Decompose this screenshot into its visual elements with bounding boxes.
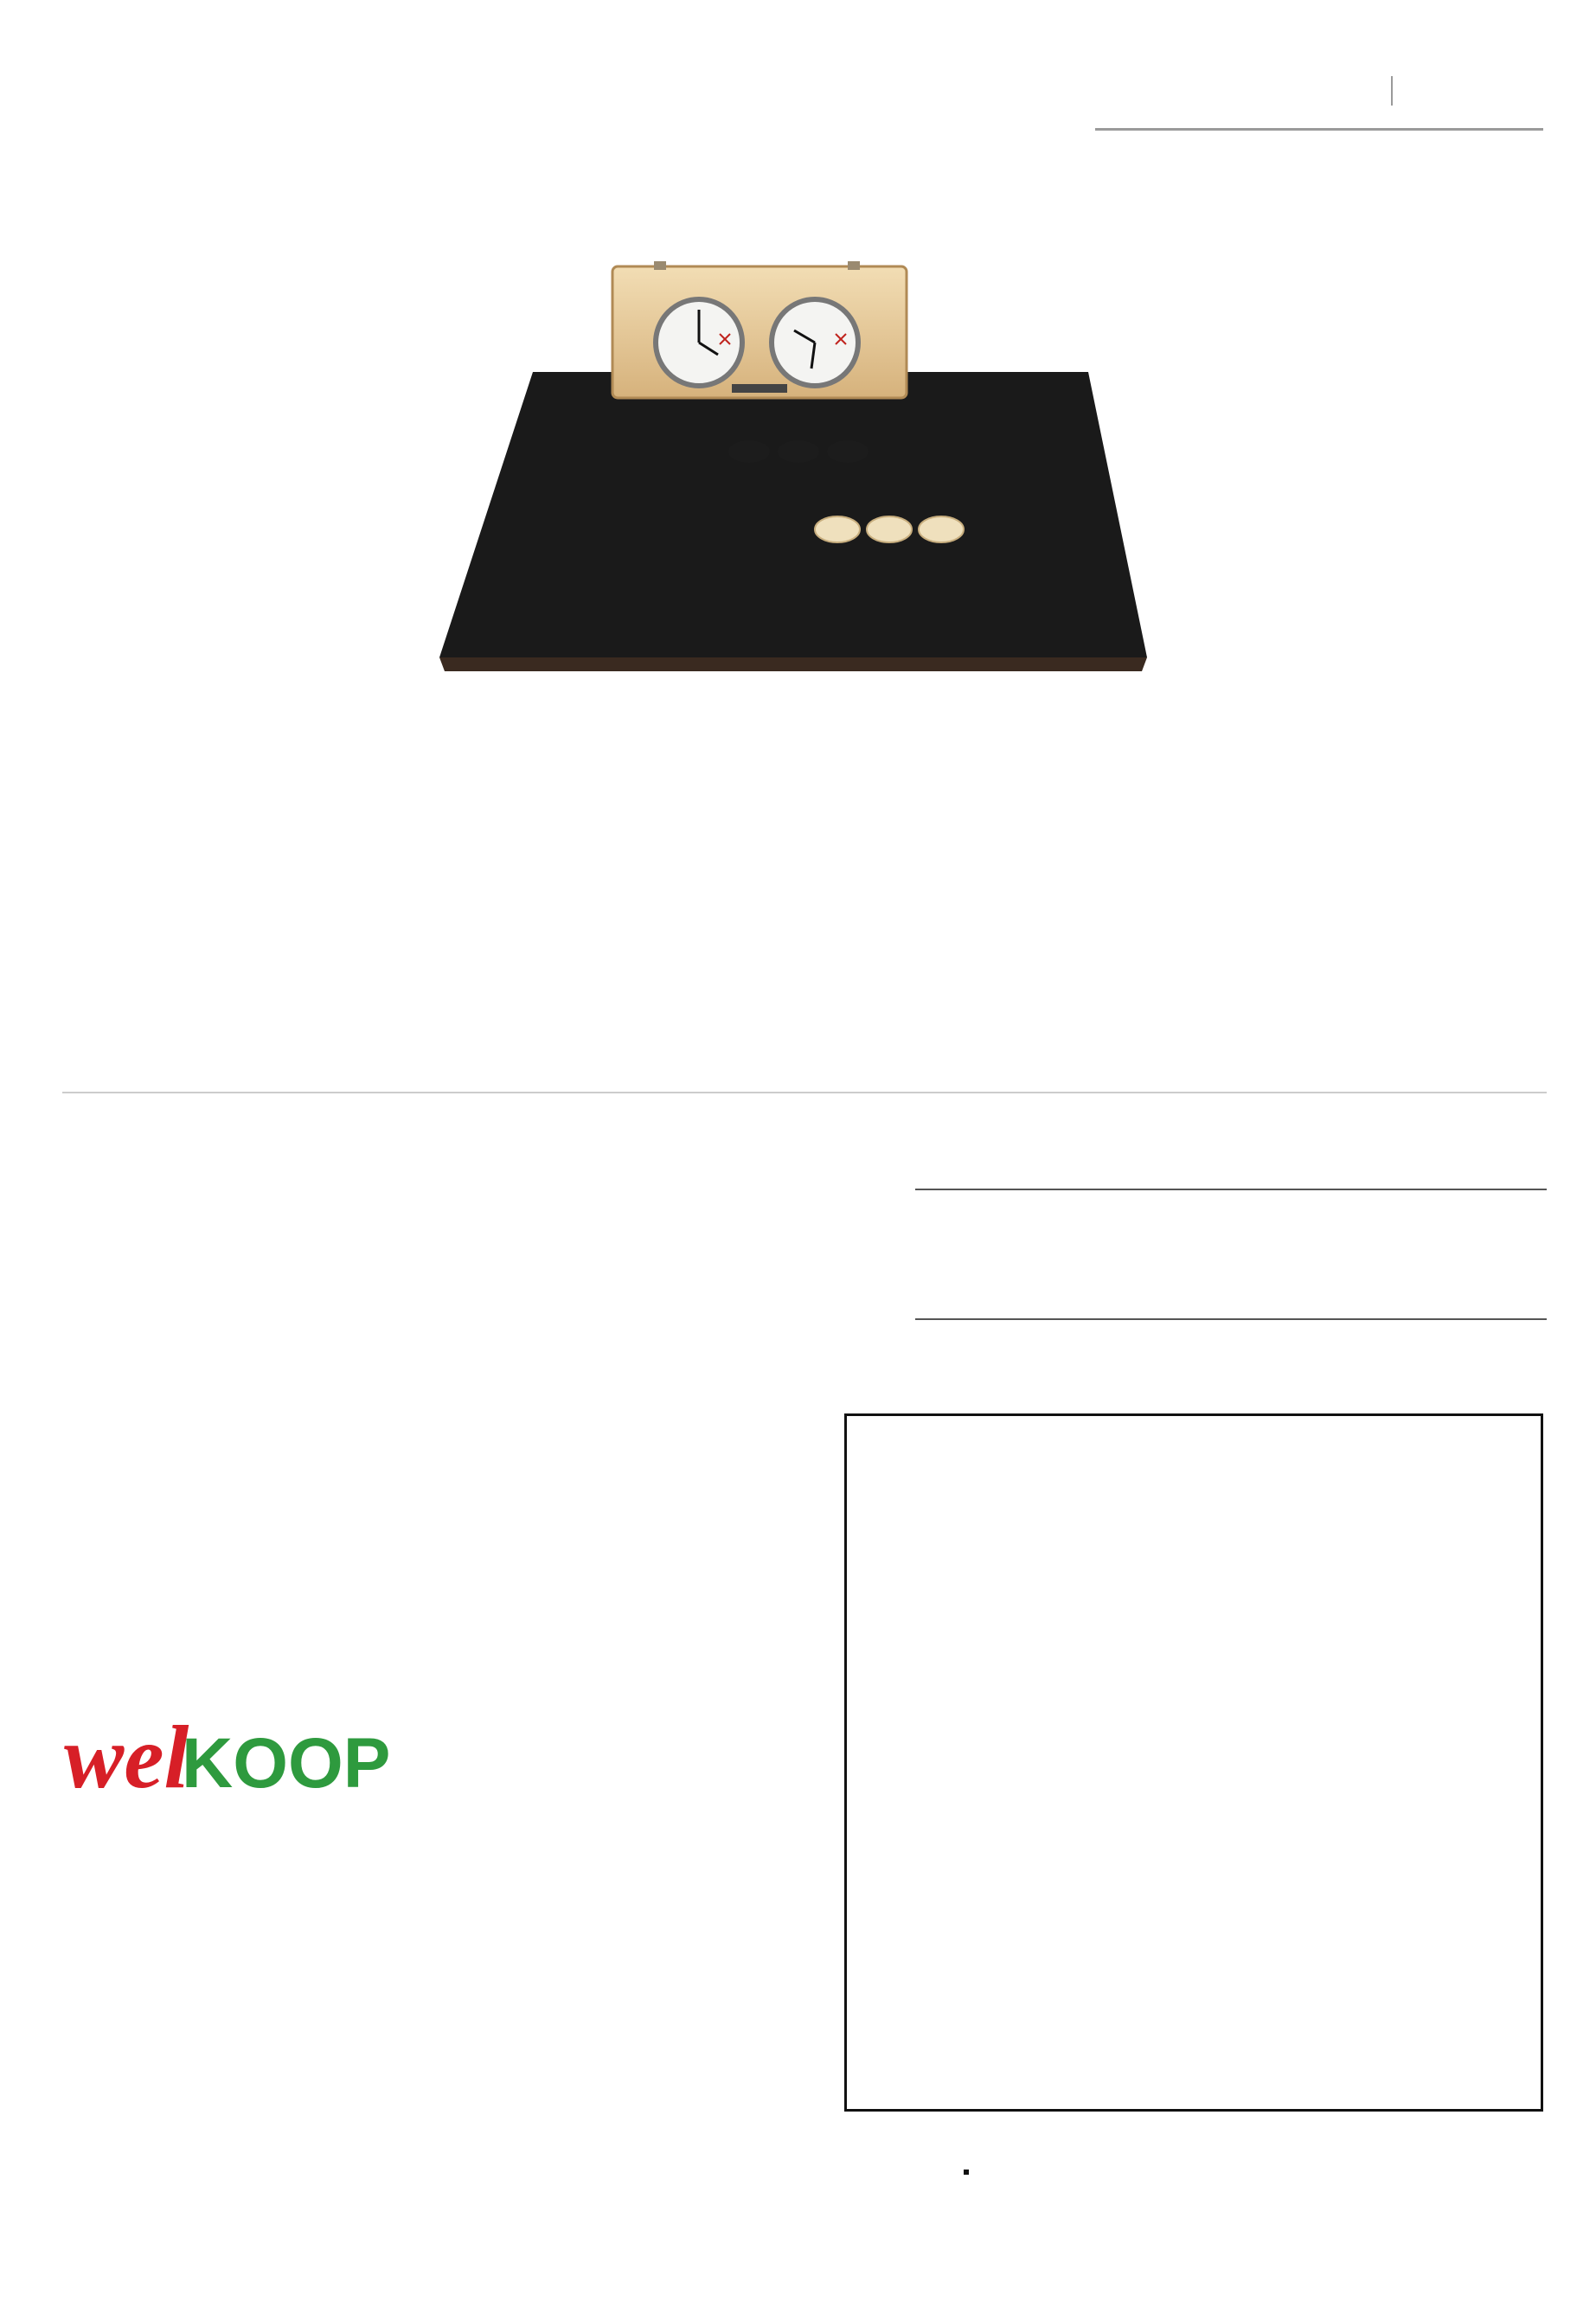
article-column-4 [1194, 258, 1548, 279]
welkoop-logo [61, 1694, 407, 1806]
logo-koop: KOOP [182, 1724, 391, 1803]
draughts-board-photo [439, 260, 1147, 682]
header-separator [1391, 76, 1393, 106]
logo-wel: wel [64, 1708, 189, 1806]
section-divider [62, 1092, 1547, 1093]
answer-boxes [964, 2170, 969, 2175]
solution-rule-top [915, 1189, 1547, 1190]
article-column-3 [817, 695, 1171, 717]
word-search-grid [844, 1413, 1543, 2112]
article-column-1 [62, 429, 417, 451]
solution-rule-bottom [915, 1318, 1547, 1320]
header-rule [1095, 128, 1543, 131]
article-column-2 [439, 716, 785, 738]
